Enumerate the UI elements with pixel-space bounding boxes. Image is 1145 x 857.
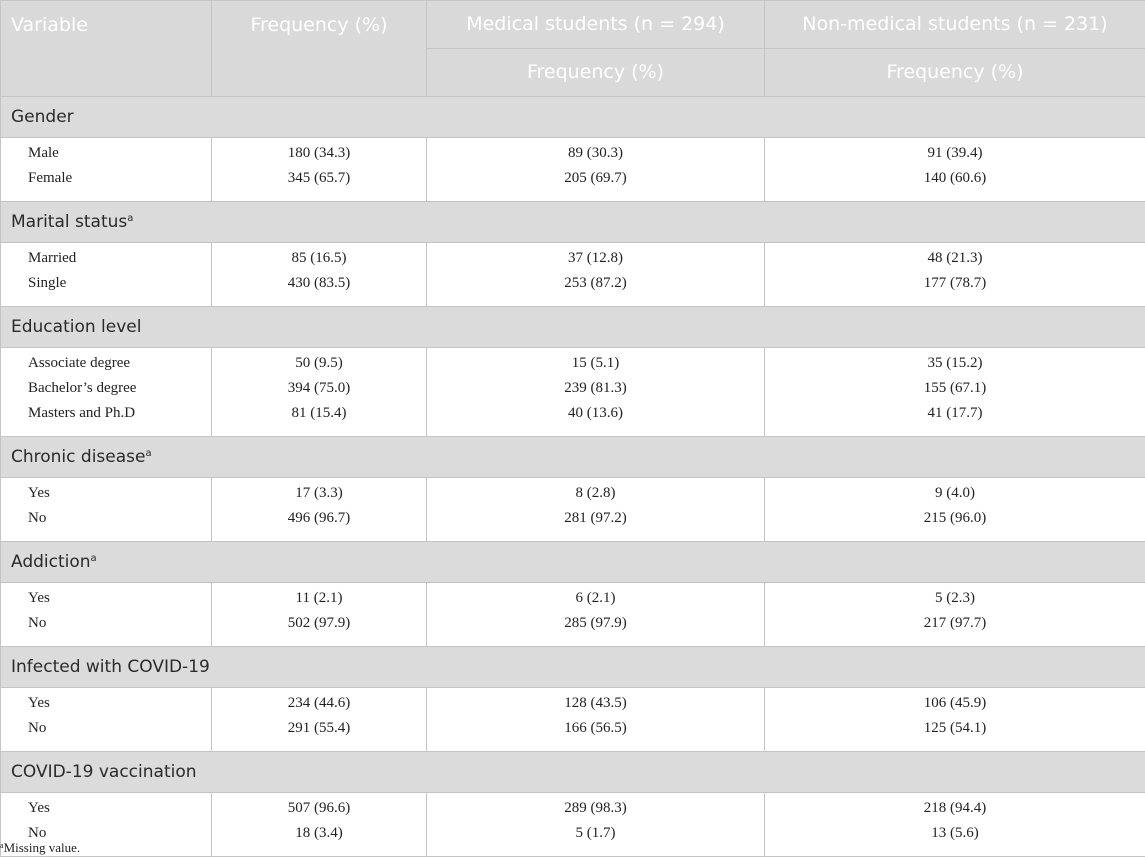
data-row-group — [1, 138, 1145, 202]
cell-frequency: 18 (3.4) — [295, 825, 343, 841]
cell-frequency-column — [212, 793, 427, 857]
footnote-text: Missing value. — [3, 840, 81, 855]
cell-medical: 5 (1.7) — [575, 825, 616, 841]
cell-frequency-column — [212, 583, 427, 647]
section-title-text: Education level — [11, 317, 142, 337]
cell-medical: 253 (87.2) — [564, 275, 627, 291]
cell-medical-column — [427, 478, 765, 542]
cell-non-medical-column — [765, 243, 1145, 307]
cell-frequency-column — [212, 478, 427, 542]
cell-non-medical-column — [765, 348, 1145, 437]
cell-frequency: 50 (9.5) — [295, 355, 343, 371]
footnote-mark: a — [0, 841, 4, 850]
cell-frequency-column — [212, 243, 427, 307]
cell-non-medical: 215 (96.0) — [923, 510, 987, 526]
cell-non-medical: 155 (67.1) — [923, 380, 987, 396]
cell-non-medical-column — [765, 793, 1145, 857]
section-title — [1, 542, 1145, 583]
cell-medical: 285 (97.9) — [564, 615, 627, 631]
cell-non-medical: 140 (60.6) — [923, 170, 987, 186]
section-row — [1, 752, 1145, 793]
cell-frequency: 180 (34.3) — [287, 145, 351, 161]
cell-non-medical: 35 (15.2) — [927, 355, 983, 371]
cell-frequency-column — [212, 348, 427, 437]
footnote — [0, 840, 80, 856]
cell-non-medical: 41 (17.7) — [927, 405, 983, 421]
cell-non-medical: 91 (39.4) — [927, 145, 983, 161]
section-title-text: Addiction — [11, 552, 91, 572]
header-non-medical: Non-medical students (n = 231) — [765, 1, 1145, 49]
cell-medical: 128 (43.5) — [564, 695, 627, 711]
section-row — [1, 202, 1145, 243]
cell-frequency: 502 (97.9) — [287, 615, 351, 631]
row-label: Yes — [28, 590, 50, 606]
section-title — [1, 752, 1145, 793]
row-label: Yes — [28, 695, 50, 711]
row-label: Female — [28, 170, 73, 186]
cell-medical: 40 (13.6) — [568, 405, 623, 421]
section-title-text: Chronic disease — [11, 447, 146, 467]
row-label: No — [28, 825, 47, 841]
cell-medical: 281 (97.2) — [564, 510, 627, 526]
header-medical: Medical students (n = 294) — [427, 1, 765, 49]
row-label-column — [1, 243, 212, 307]
cell-non-medical-column — [765, 478, 1145, 542]
cell-medical: 6 (2.1) — [575, 590, 616, 606]
section-title — [1, 647, 1145, 688]
cell-frequency: 496 (96.7) — [287, 510, 351, 526]
section-title-text: COVID-19 vaccination — [11, 762, 197, 782]
cell-non-medical: 48 (21.3) — [927, 250, 983, 266]
cell-frequency: 234 (44.6) — [287, 695, 351, 711]
cell-medical-column — [427, 243, 765, 307]
cell-frequency: 291 (55.4) — [287, 720, 351, 736]
section-row — [1, 97, 1145, 138]
cell-frequency: 85 (16.5) — [291, 250, 347, 266]
section-title-text: Infected with COVID-19 — [11, 657, 210, 677]
cell-non-medical-column — [765, 138, 1145, 202]
data-row-group — [1, 583, 1145, 647]
cell-non-medical: 125 (54.1) — [923, 720, 987, 736]
data-row-group — [1, 348, 1145, 437]
subheader-non-medical-frequency: Frequency (%) — [765, 49, 1145, 97]
row-label-column — [1, 688, 212, 752]
data-row-group — [1, 478, 1145, 542]
cell-non-medical: 106 (45.9) — [923, 695, 987, 711]
data-row-group — [1, 243, 1145, 307]
cell-frequency: 11 (2.1) — [295, 590, 343, 606]
row-label: Associate degree — [28, 355, 131, 371]
cell-medical-column — [427, 688, 765, 752]
row-label: Bachelor’s degree — [28, 380, 137, 396]
cell-frequency-column — [212, 138, 427, 202]
section-title-text: Marital status — [11, 212, 128, 232]
cell-frequency: 81 (15.4) — [291, 405, 347, 421]
header-variable: Variable — [1, 1, 212, 97]
section-note-mark: a — [90, 553, 97, 564]
section-row — [1, 542, 1145, 583]
header-frequency: Frequency (%) — [212, 1, 427, 97]
row-label: Married — [28, 250, 77, 266]
row-label: No — [28, 615, 47, 631]
cell-non-medical: 218 (94.4) — [923, 800, 987, 816]
row-label: No — [28, 510, 47, 526]
section-note-mark: a — [145, 448, 152, 459]
row-label: Male — [28, 145, 59, 161]
cell-frequency: 394 (75.0) — [287, 380, 351, 396]
cell-frequency: 430 (83.5) — [287, 275, 351, 291]
cell-frequency: 507 (96.6) — [287, 800, 351, 816]
cell-medical: 166 (56.5) — [564, 720, 627, 736]
data-row-group — [1, 793, 1145, 857]
cell-non-medical: 9 (4.0) — [935, 485, 975, 501]
section-title — [1, 437, 1145, 478]
row-label: No — [28, 720, 47, 736]
cell-frequency-column — [212, 688, 427, 752]
cell-non-medical-column — [765, 688, 1145, 752]
section-row — [1, 437, 1145, 478]
row-label-column — [1, 138, 212, 202]
cell-medical: 37 (12.8) — [568, 250, 623, 266]
row-label: Masters and Ph.D — [28, 405, 136, 421]
row-label: Single — [28, 275, 67, 291]
row-label-column — [1, 583, 212, 647]
cell-medical: 289 (98.3) — [564, 800, 627, 816]
cell-medical-column — [427, 793, 765, 857]
cell-non-medical-column — [765, 583, 1145, 647]
section-row — [1, 307, 1145, 348]
cell-medical-column — [427, 348, 765, 437]
section-row — [1, 647, 1145, 688]
cell-medical: 89 (30.3) — [568, 145, 623, 161]
cell-medical: 205 (69.7) — [564, 170, 627, 186]
cell-frequency: 17 (3.3) — [295, 485, 343, 501]
row-label-column — [1, 478, 212, 542]
section-title — [1, 307, 1145, 348]
row-label: Yes — [28, 800, 50, 816]
cell-non-medical: 217 (97.7) — [923, 615, 987, 631]
row-label: Yes — [28, 485, 50, 501]
cell-medical-column — [427, 138, 765, 202]
cell-frequency: 345 (65.7) — [287, 170, 351, 186]
header-row — [1, 1, 1145, 49]
data-row-group — [1, 688, 1145, 752]
section-title — [1, 202, 1145, 243]
section-note-mark: a — [127, 213, 134, 224]
section-title-text: Gender — [11, 107, 74, 127]
cell-medical-column — [427, 583, 765, 647]
cell-non-medical: 13 (5.6) — [931, 825, 979, 841]
cell-non-medical: 177 (78.7) — [923, 275, 987, 291]
cell-medical: 8 (2.8) — [575, 485, 616, 501]
cell-medical: 15 (5.1) — [571, 355, 620, 371]
subheader-medical-frequency: Frequency (%) — [427, 49, 765, 97]
cell-non-medical: 5 (2.3) — [935, 590, 975, 606]
section-title — [1, 97, 1145, 138]
cell-medical: 239 (81.3) — [564, 380, 627, 396]
row-label-column — [1, 348, 212, 437]
